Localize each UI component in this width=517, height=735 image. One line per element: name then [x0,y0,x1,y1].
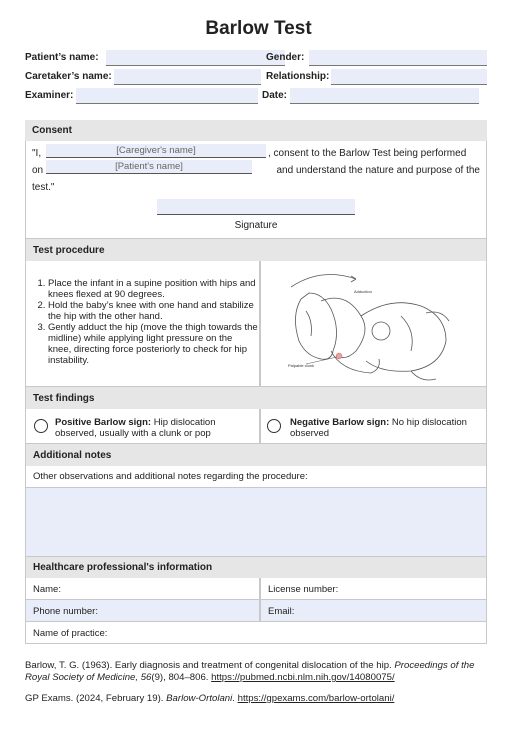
caretaker-name-label: Caretaker’s name: [25,71,112,82]
clunk-point [336,353,342,359]
ref2-title: Barlow-Ortolani [166,693,233,704]
palpable-clunk-label: Palpable clunk [288,363,315,368]
ref1-rest: (9), 804–806. [151,672,209,683]
hp-practice-field[interactable]: Name of practice: [25,622,487,644]
consent-mid-text: , consent to the Barlow Test being performed [268,148,467,159]
negative-title: Negative Barlow sign: [290,417,390,428]
findings-heading: Test findings [25,387,487,409]
notes-prompt: Other observations and additional notes regarding the procedure: [25,466,487,488]
hp-name-field[interactable]: Name: [25,578,260,600]
negative-radio[interactable] [267,419,281,433]
negative-finding-text [290,417,480,439]
notes-heading: Additional notes [25,444,487,466]
patient-name-consent-field[interactable]: [Patient's name] [46,160,252,174]
negative-desc: No hip dislocation observed [290,417,467,439]
procedure-heading: Test procedure [25,239,487,261]
examiner-label: Examiner: [25,90,74,101]
positive-desc: Hip dislocation observed, usually with a clunk or pop [55,417,216,439]
ref1-link[interactable]: https://pubmed.ncbi.nlm.nih.gov/14080075/ [211,672,395,683]
infant-leg [321,298,365,358]
examiner-hand [295,293,336,359]
barlow-illustration [261,261,486,385]
consent-on-prefix: on [32,165,44,176]
ref2-text: GP Exams. (2024, February 19). [25,693,164,704]
signature-label: Signature [234,220,278,231]
procedure-illustration-cell [260,261,487,387]
header-row-caretaker [25,69,487,85]
gender-field[interactable] [309,50,487,66]
ref1-text: Barlow, T. G. (1963). Early diagnosis and treatment of congenital dislocation of the hip. [25,660,392,671]
procedure-steps-list [36,278,258,366]
consent-end-text: and understand the nature and purpose of the [276,165,480,176]
caretaker-name-field[interactable] [114,69,261,85]
date-label: Date: [262,90,288,101]
notes-textarea[interactable] [25,488,487,557]
page-title: Barlow Test [205,18,312,39]
gender-label: Gender: [266,52,305,63]
reference-2: GP Exams. (2024, February 19). Barlow-Ortolani. https://gpexams.com/barlow-ortolani/ [25,693,395,704]
caregiver-name-field[interactable]: [Caregiver's name] [46,144,266,158]
positive-finding-cell [25,409,260,444]
hp-phone-field[interactable]: Phone number: [25,600,260,622]
positive-radio[interactable] [34,419,48,433]
examiner-field[interactable] [76,88,258,104]
consent-line-3: test." [32,182,55,193]
ref2-link[interactable]: https://gpexams.com/barlow-ortolani/ [237,693,395,704]
relationship-field[interactable] [331,69,487,85]
reference-1 [25,660,495,684]
procedure-step: 3. Gently adduct the hip (move the thigh towards the midline) while applying light pressure on the knee, directing force posteriorly to check for hip instability. [48,322,258,366]
ref1-journal: Proceedings of the Royal Society of Medicine, 56 [25,660,475,683]
adduction-arrow [291,275,356,288]
header-row-examiner [25,88,487,104]
positive-finding-text [55,417,255,439]
positive-title: Positive Barlow sign: [55,417,152,428]
patient-name-label: Patient’s name: [25,52,99,63]
procedure-step: 1. Place the infant in a supine position with hips and knees flexed at 90 degrees. [48,278,258,300]
consent-heading: Consent [25,120,487,141]
patient-name-field[interactable] [106,50,285,66]
header-row-patient [25,50,487,66]
consent-i-prefix: "I, [32,148,42,159]
professional-heading: Healthcare professional's information [25,557,487,578]
hp-license-field[interactable]: License number: [260,578,487,600]
hp-email-field[interactable]: Email: [260,600,487,622]
relationship-label: Relationship: [266,71,330,82]
procedure-step: 2. Hold the baby’s knee with one hand and stabilize the hip with the other hand. [48,300,258,322]
date-field[interactable] [290,88,479,104]
adduction-label: Adduction [354,289,372,294]
signature-field[interactable] [157,199,355,215]
negative-finding-cell [260,409,487,444]
